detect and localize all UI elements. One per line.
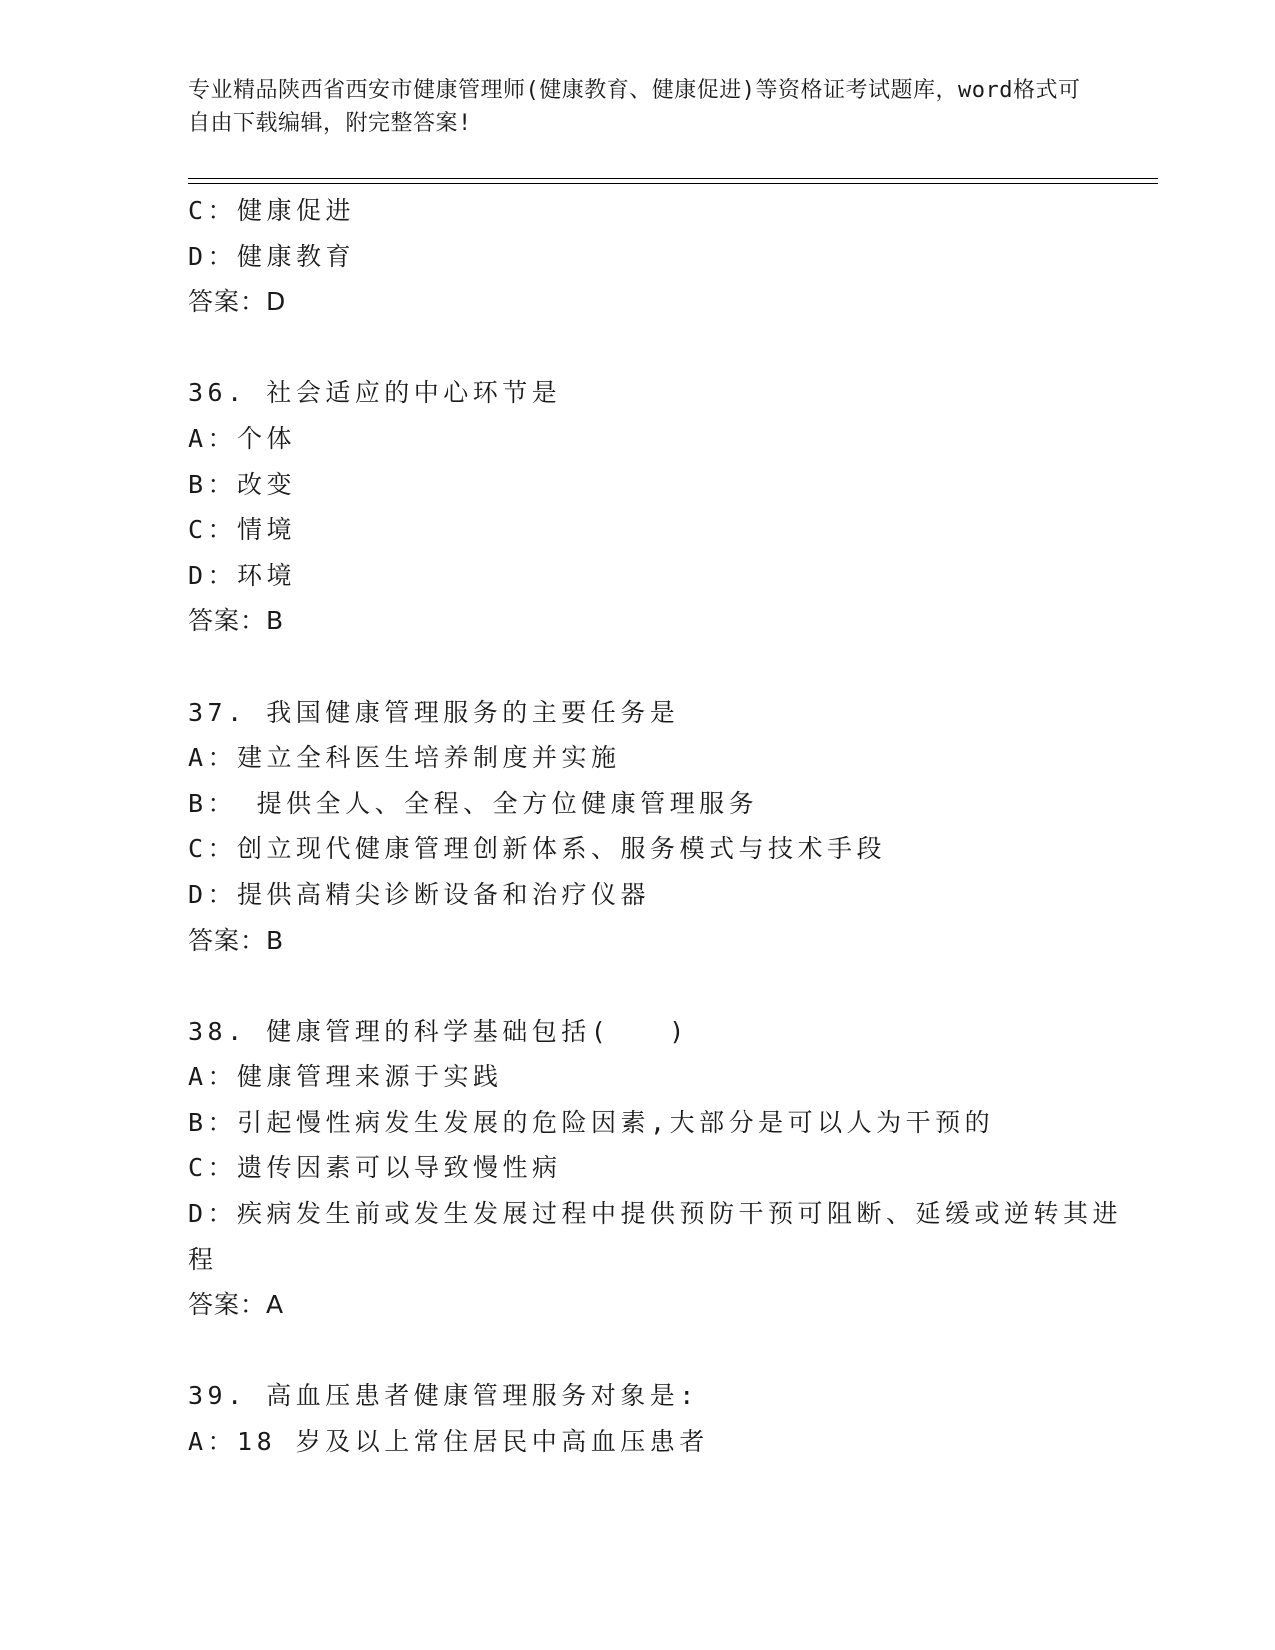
header-rule-top	[188, 178, 1158, 179]
answer-line: 答案：A	[188, 1290, 285, 1320]
spacer	[188, 963, 1128, 1009]
question-stem: 38. 健康管理的科学基础包括( )	[188, 1016, 689, 1046]
question-stem: 37. 我国健康管理服务的主要任务是	[188, 697, 680, 727]
option-b: B： 提供全人、全程、全方位健康管理服务	[188, 788, 759, 818]
header-rule-bottom	[188, 183, 1158, 184]
question-37	[188, 690, 1128, 964]
option-a: A：个体	[188, 423, 297, 453]
option-a: A：健康管理来源于实践	[188, 1062, 503, 1092]
option-b: B：改变	[188, 469, 297, 499]
answer-line: 答案：B	[188, 606, 285, 636]
option-c: C：创立现代健康管理创新体系、服务模式与技术手段	[188, 834, 887, 864]
option-b: B：引起慢性病发生发展的危险因素,大部分是可以人为干预的	[188, 1107, 995, 1137]
answer-line: 答案：B	[188, 925, 285, 955]
question-list	[188, 188, 1128, 1465]
question-39	[188, 1373, 1128, 1464]
spacer	[188, 1328, 1128, 1374]
option-d: D：提供高精尖诊断设备和治疗仪器	[188, 879, 651, 909]
spacer	[188, 325, 1128, 371]
option-a: A：18 岁及以上常住居民中高血压患者	[188, 1427, 709, 1457]
question-35-continued	[188, 188, 1128, 325]
spacer	[188, 644, 1128, 690]
option-c: C：健康促进	[188, 196, 356, 225]
document-header: 专业精品陕西省西安市健康管理师(健康教育、健康促进)等资格证考试题库，word格式可自由下载编辑，附完整答案!	[188, 78, 1081, 136]
option-d: D：环境	[188, 560, 297, 590]
option-a: A：建立全科医生培养制度并实施	[188, 743, 621, 773]
option-d: D：健康教育	[188, 241, 356, 271]
question-stem: 39. 高血压患者健康管理服务对象是:	[188, 1381, 699, 1411]
question-stem: 36. 社会适应的中心环节是	[188, 378, 562, 408]
answer-line: 答案：D	[188, 287, 287, 317]
question-36	[188, 370, 1128, 644]
option-c: C：情境	[188, 515, 297, 545]
question-38	[188, 1009, 1128, 1328]
option-d: D：疾病发生前或发生发展过程中提供预防干预可阻断、延缓或逆转其进程	[188, 1199, 1123, 1274]
option-c: C：遗传因素可以导致慢性病	[188, 1153, 562, 1183]
